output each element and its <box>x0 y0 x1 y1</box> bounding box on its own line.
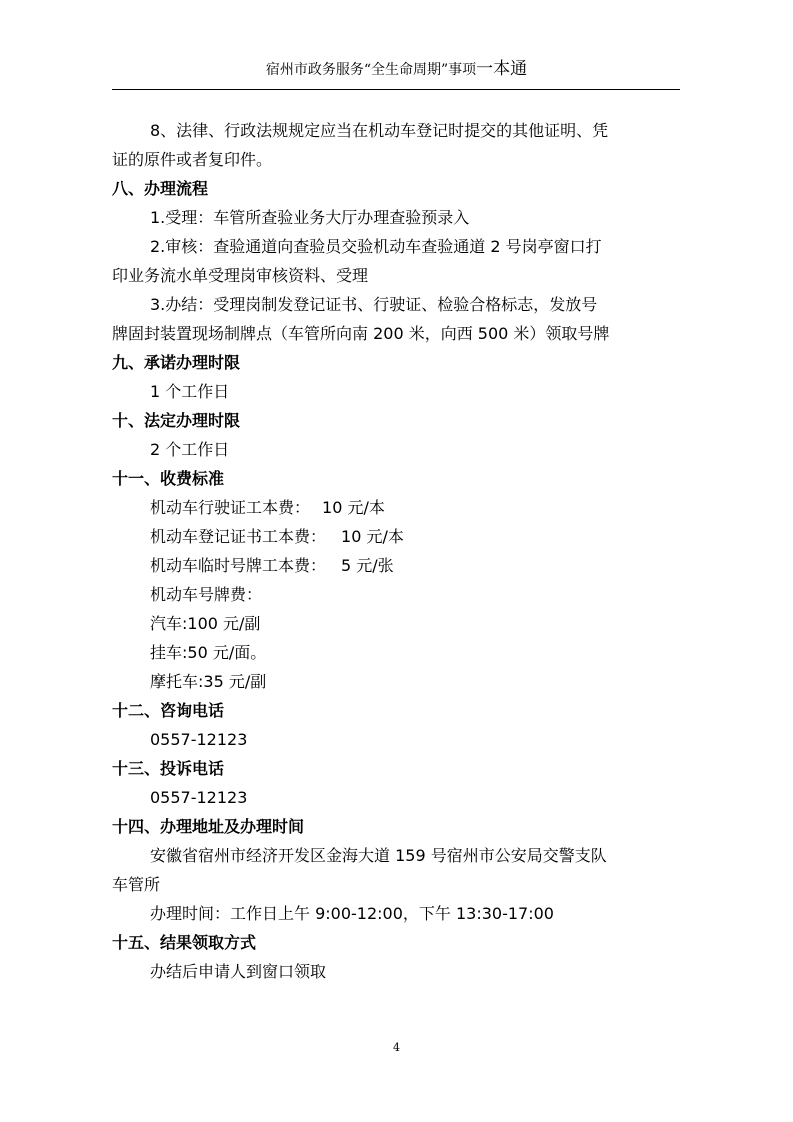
fee-label: 机动车行驶证工本费： <box>150 498 311 517</box>
fee-item <box>112 551 684 580</box>
page-header <box>0 60 793 79</box>
process-step-3-line2: 牌固封装置现场制牌点（车管所向南 200 米，向西 500 米）领取号牌 <box>112 324 610 343</box>
process-step-3-line1: 3.办结：受理岗制发登记证书、行驶证、检验合格标志，发放号 <box>150 295 598 314</box>
fee-amount: 10 元/本 <box>322 498 385 517</box>
process-step-2-line2: 印业务流水单受理岗审核资料、受理 <box>112 266 369 285</box>
item8-line2: 证的原件或者复印件。 <box>112 150 273 169</box>
section-9-title: 九、承诺办理时限 <box>112 353 241 372</box>
process-step-2-line1: 2.审核：查验通道向查验员交验机动车查验通道 2 号岗亭窗口打 <box>150 237 602 256</box>
office-hours: 办理时间：工作日上午 9:00-12:00，下午 13:30-17:00 <box>150 904 554 923</box>
page-number: 4 <box>393 1041 400 1054</box>
complaint-phone: 0557-12123 <box>150 788 248 807</box>
section-11-title: 十一、收费标准 <box>112 469 225 488</box>
fee-label: 机动车登记证书工本费： <box>150 527 327 546</box>
section-13-title: 十三、投诉电话 <box>112 759 225 778</box>
plate-fee-motorcycle: 摩托车:35 元/副 <box>150 672 267 691</box>
fee-item <box>112 493 684 522</box>
legal-time-value: 2 个工作日 <box>150 440 230 459</box>
result-pickup-method: 办结后申请人到窗口领取 <box>150 962 327 981</box>
section-10-title: 十、法定办理时限 <box>112 411 241 430</box>
section-8-title: 八、办理流程 <box>112 179 209 198</box>
header-prefix: 宿州市政务服务“全生命周期”事项 <box>265 62 477 78</box>
header-suffix: 一本通 <box>476 59 528 79</box>
fee-item <box>112 522 684 551</box>
plate-fee-car: 汽车:100 元/副 <box>150 614 261 633</box>
item8-line1: 8、法律、行政法规规定应当在机动车登记时提交的其他证明、凭 <box>150 121 609 140</box>
section-15-title: 十五、结果领取方式 <box>112 933 257 952</box>
consult-phone: 0557-12123 <box>150 730 248 749</box>
fee-amount: 10 元/本 <box>341 527 404 546</box>
section-12-title: 十二、咨询电话 <box>112 701 225 720</box>
section-14-title: 十四、办理地址及办理时间 <box>112 817 305 836</box>
process-step-1: 1.受理：车管所查验业务大厅办理查验预录入 <box>150 208 470 227</box>
promised-time-value: 1 个工作日 <box>150 382 230 401</box>
address-line1: 安徽省宿州市经济开发区金海大道 159 号宿州市公安局交警支队 <box>150 846 607 865</box>
fee-amount: 5 元/张 <box>341 556 394 575</box>
plate-fee-trailer: 挂车:50 元/面。 <box>150 643 267 662</box>
document-body <box>112 116 684 986</box>
fee-label: 机动车临时号牌工本费： <box>150 556 327 575</box>
plate-fee-title: 机动车号牌费： <box>150 585 263 604</box>
header-divider <box>112 89 680 90</box>
address-line2: 车管所 <box>112 875 161 894</box>
